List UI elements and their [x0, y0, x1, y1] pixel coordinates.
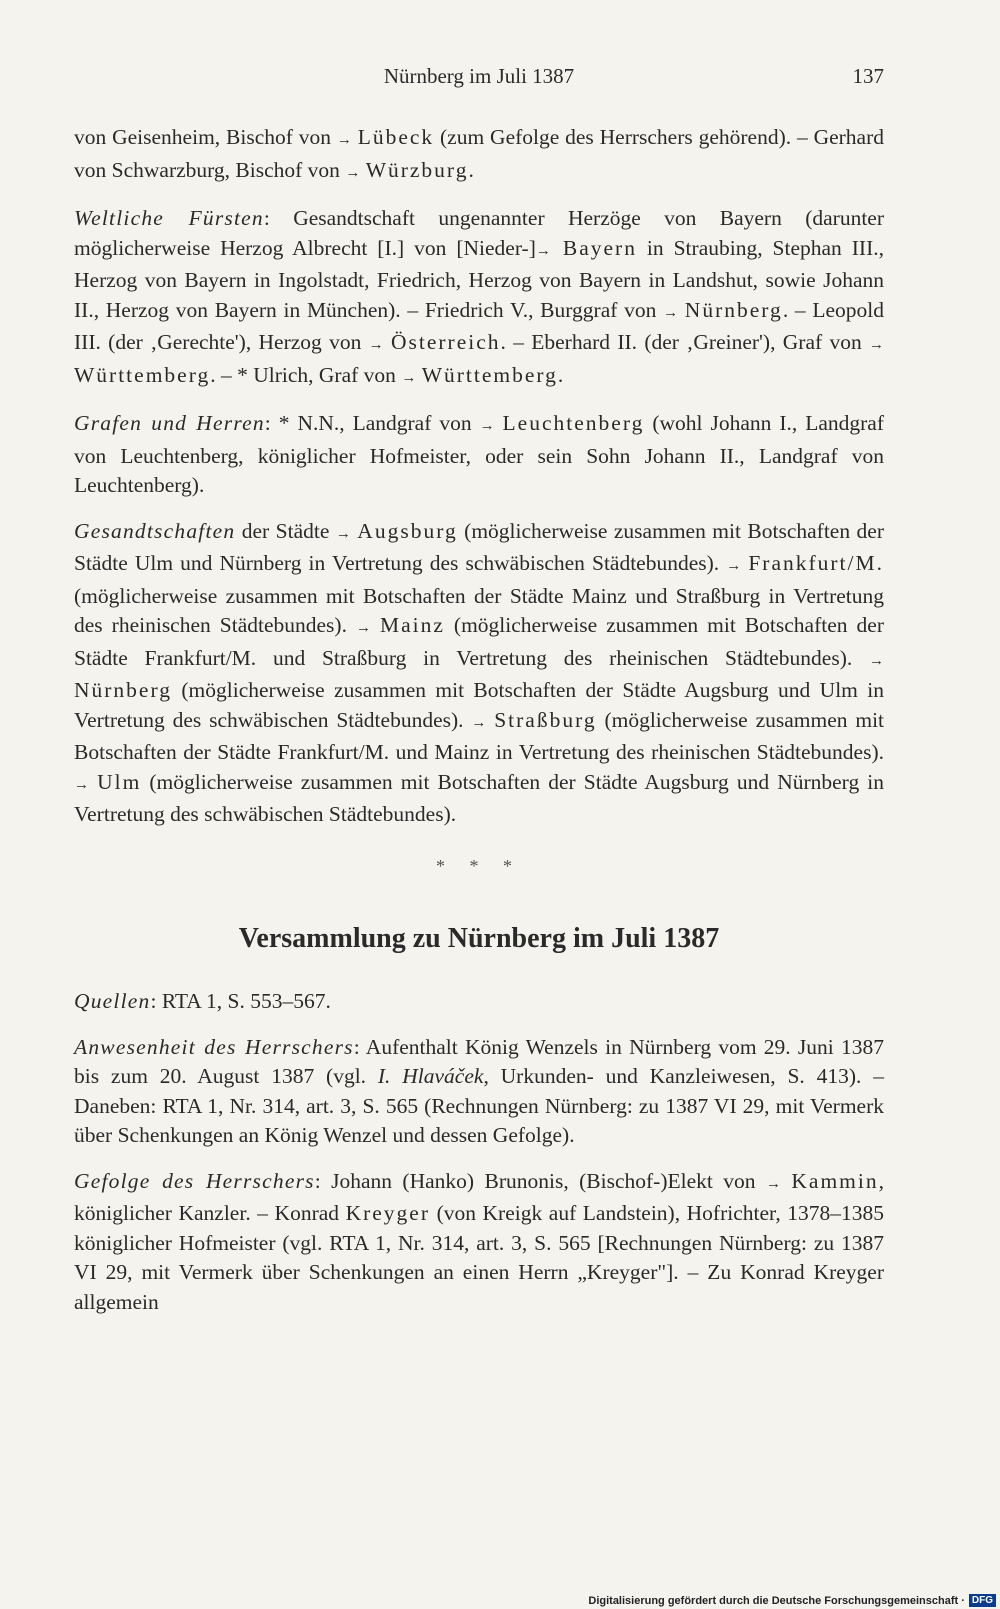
arrow-icon: →	[335, 525, 351, 542]
text-run: : * N.N., Landgraf von	[264, 411, 480, 435]
paragraph-gefolge	[74, 1167, 884, 1318]
dfg-logo: DFG	[969, 1594, 996, 1607]
text-run: . – * Ulrich, Graf von	[210, 362, 402, 387]
place-leuchtenberg: Leuchtenberg	[502, 411, 645, 435]
paragraph-quellen	[74, 987, 884, 1017]
author-name: I. Hlaváček	[377, 1064, 484, 1088]
section-heading: Versammlung zu Nürnberg im Juli 1387	[238, 923, 720, 954]
place-osterreich: Österreich	[390, 330, 501, 354]
arrow-icon: →	[345, 164, 361, 181]
arrow-icon: →	[535, 242, 551, 259]
arrow-icon: →	[355, 620, 371, 636]
text-run: , königlicher Kanzler. – Konrad	[74, 1168, 884, 1225]
place-nurnberg: Nürnberg	[684, 297, 783, 322]
paragraph-weltliche-fursten	[74, 204, 884, 393]
paragraph-gesandtschaften	[74, 517, 884, 830]
text-run: (von Kreigk auf Landstein), Hofrichter, 1378–1385 königlicher Hofmeister (vgl. RTA 1, Nr. 314, art. 3, S. 565 [Rechnungen Nürnberg: zu 1387 VI 29, mit Vermerk über Schenkungen an einen Herrn „Kreyger"]. – Zu Konrad Kreyger allgemein	[74, 1201, 884, 1314]
text-run: : Aufenthalt König Wenzels in Nürnberg vom 29. Juni 1387 bis zum 20. August 1387 (vgl.	[74, 1034, 885, 1088]
arrow-icon: →	[869, 337, 885, 353]
running-title: Nürnberg im Juli 1387	[383, 64, 575, 88]
text-run: : Gesandtschaft ungenannter Herzöge von Bayern (darunter möglicherweise Herzog Albrecht [I.] von [Nieder-]	[74, 206, 884, 260]
place-mainz: Mainz	[379, 613, 445, 637]
arrow-icon: →	[74, 776, 89, 793]
arrow-icon: →	[368, 337, 384, 353]
arrow-icon: →	[663, 304, 679, 321]
text-run: (wohl Johann I., Landgraf von Leuchtenberg, königlicher Hofmeister, oder sein Sohn Johann II., Landgraf von Leuchtenberg).	[74, 411, 884, 497]
body-text	[74, 123, 884, 1333]
page-number: 137	[852, 64, 884, 88]
text-run: (möglicherweise zusammen mit Botschaften der Städte Augsburg und Nürnberg in Vertretung des schwäbischen Städtebundes).	[74, 769, 884, 826]
section-label: Gefolge des Herrschers	[74, 1168, 315, 1193]
text-run: von Geisenheim, Bischof von	[74, 125, 337, 149]
place-wurttemberg: Württemberg	[74, 362, 211, 387]
arrow-icon: →	[471, 714, 487, 731]
text-run: (möglicherweise zusammen mit Botschaften der Städte Frankfurt/M. und Straßburg in Vertretung des rheinischen Städtebundes).	[74, 613, 884, 670]
text-run: : RTA 1, S. 553–567.	[150, 989, 331, 1013]
place-wurttemberg: Württemberg	[421, 362, 558, 387]
section-separator: * * *	[436, 855, 522, 876]
person-kreyger: Kreyger	[345, 1201, 431, 1225]
text-run: (möglicherweise zusammen mit Botschaften der Städte Ulm und Nürnberg in Vertretung des schwäbischen Städtebundes).	[74, 518, 884, 575]
text-run: der Städte	[235, 518, 336, 543]
text-run: (zum Gefolge des Herrschers gehörend). – Gerhard von Schwarzburg, Bischof von	[74, 125, 885, 182]
section-label: Anwesenheit des Herrschers	[74, 1034, 354, 1059]
place-kammin: Kammin	[791, 1168, 879, 1193]
place-strassburg: Straßburg	[494, 707, 597, 732]
text-run: (möglicherweise zusammen mit Botschaften der Städte Frankfurt/M. und Mainz in Vertretung des rheinischen Städtebundes).	[74, 707, 885, 764]
arrow-icon: →	[479, 418, 495, 434]
running-header	[74, 64, 884, 94]
text-run: , Urkunden- und Kanzleiwesen, S. 413). – Daneben: RTA 1, Nr. 314, art. 3, S. 565 (Rechnungen Nürnberg: zu 1387 VI 29, mit Vermerk über Schenkungen an König Wenzel und dessen Gefolge).	[74, 1064, 884, 1147]
paragraph-anwesenheit	[74, 1033, 884, 1151]
section-label: Quellen	[74, 989, 151, 1013]
place-bayern: Bayern	[550, 235, 637, 260]
text-run: .	[557, 362, 564, 387]
text-run: in Straubing, Stephan III., Herzog von Bayern in Ingolstadt, Friedrich, Herzog von Bayern in Landshut, sowie Johann II., Herzog von Bayern in München). – Friedrich V., Burggraf von	[74, 235, 885, 322]
text-run: (möglicherweise zusammen mit Botschaften der Städte Mainz und Straßburg in Vertretung des rheinischen Städtebundes).	[74, 583, 884, 637]
place-augsburg: Augsburg	[357, 518, 458, 543]
text-run: . – Leopold III. (der ‚Gerechte'), Herzog von	[74, 297, 885, 354]
place-lubeck: Lübeck	[357, 125, 435, 149]
paragraph-bishops-end	[74, 123, 884, 188]
footer-credit	[588, 1594, 996, 1607]
place-nurnberg: Nürnberg	[74, 678, 173, 702]
paragraph-grafen-herren	[74, 409, 884, 501]
arrow-icon: →	[336, 132, 352, 148]
footer-text: Digitalisierung gefördert durch die Deutsche Forschungsgemeinschaft ·	[588, 1594, 965, 1607]
place-wurzburg: Würzburg	[365, 157, 469, 182]
section-label: Weltliche Fürsten	[74, 206, 264, 230]
place-frankfurt: Frankfurt/M.	[748, 551, 884, 575]
arrow-icon: →	[869, 652, 884, 669]
text-run: . – Eberhard II. (der ‚Greiner'), Graf von	[500, 330, 870, 354]
section-label: Grafen und Herren	[74, 411, 265, 435]
place-ulm: Ulm	[97, 769, 142, 794]
arrow-icon: →	[726, 558, 742, 574]
text-run: : Johann (Hanko) Brunonis, (Bischof-)Elekt von	[314, 1168, 766, 1193]
section-label: Gesandtschaften	[74, 518, 236, 543]
text-run: (möglicherweise zusammen mit Botschaften der Städte Augsburg und Ulm in Vertretung des schwäbischen Städtebundes).	[74, 678, 884, 732]
arrow-icon: →	[401, 369, 417, 386]
arrow-icon: →	[765, 1175, 781, 1192]
text-run: .	[468, 157, 474, 182]
